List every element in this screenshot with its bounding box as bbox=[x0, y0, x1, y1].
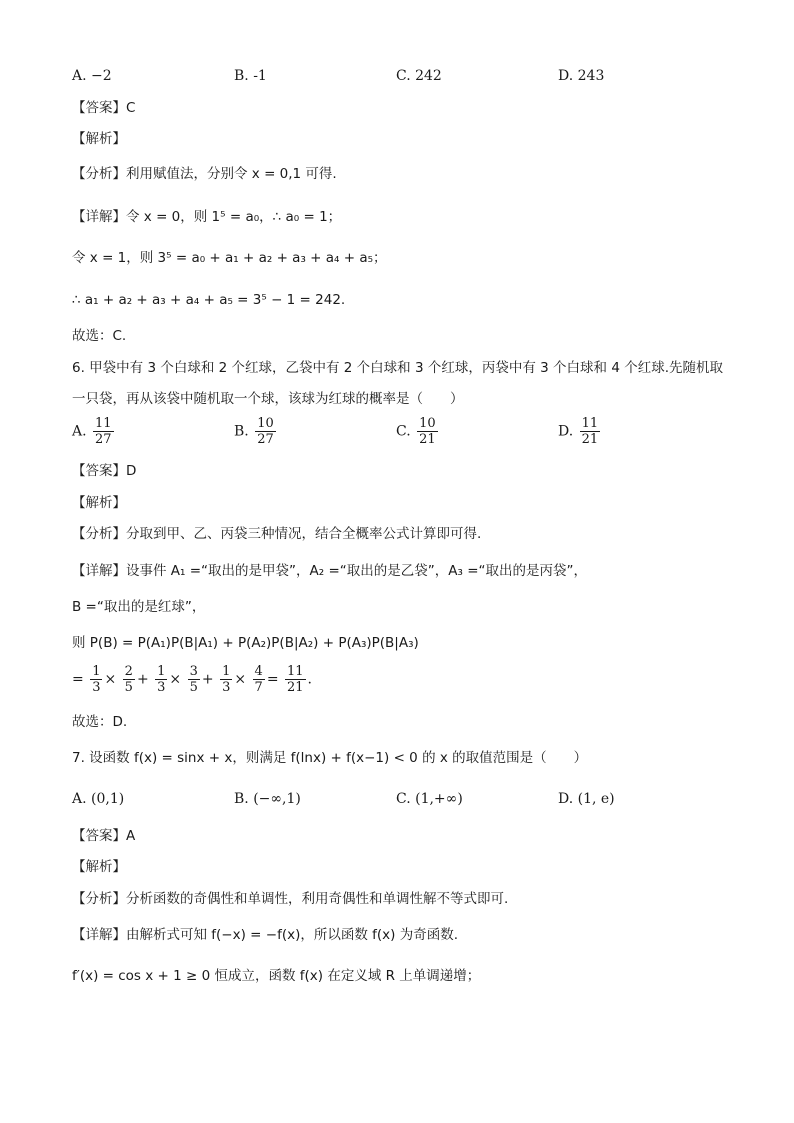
fraction: $\frac{1}{3}$ bbox=[222, 664, 231, 695]
detail-line: 【详解】令 x = 0，则 1⁵ = a₀，∴ a₀ = 1； bbox=[72, 209, 342, 225]
option-a: A. −2 bbox=[72, 68, 112, 84]
detail-line: 【详解】设事件 A₁ =“取出的是甲袋”，A₂ =“取出的是乙袋”，A₃ =“取出的是丙袋”， bbox=[72, 563, 588, 579]
option-a: A. (0,1) bbox=[72, 791, 125, 807]
analysis-heading: 【解析】 bbox=[72, 495, 126, 511]
fraction: $\frac{11}{27}$ bbox=[95, 416, 112, 447]
choice-line: 故选：C. bbox=[72, 328, 127, 344]
detail-line: 则 P(B) = P(A₁)P(B|A₁) + P(A₂)P(B|A₂) + P(A₃)P(B|A₃) bbox=[72, 635, 419, 651]
option-c: C. 242 bbox=[396, 68, 442, 84]
fraction: $\frac{11}{21}$ bbox=[287, 664, 304, 695]
option-b bbox=[234, 416, 278, 447]
option-label: C. bbox=[396, 423, 411, 440]
option-b: B. (−∞,1) bbox=[234, 791, 301, 807]
answer-label: 【答案】C bbox=[72, 100, 136, 116]
fraction: $\frac{11}{21}$ bbox=[581, 416, 599, 447]
option-label: A. bbox=[72, 423, 87, 440]
analysis-text: 【分析】分取到甲、乙、丙袋三种情况，结合全概率公式计算即可得. bbox=[72, 526, 482, 542]
detail-line: 令 x = 1，则 3⁵ = a₀ + a₁ + a₂ + a₃ + a₄ + a₅； bbox=[72, 250, 387, 266]
option-label: D. bbox=[558, 423, 574, 440]
detail-line: B =“取出的是红球”， bbox=[72, 599, 206, 615]
option-c bbox=[396, 416, 440, 447]
option-a bbox=[72, 416, 116, 447]
option-c: C. (1,+∞) bbox=[396, 791, 463, 807]
fraction: $\frac{1}{3}$ bbox=[157, 664, 166, 695]
calculation-line: = $\frac{1}{3}$ × $\frac{2}{5}$ + $\frac{1}{3}$ × $\frac{3}{5}$ + $\frac{1}{3}$ × $\frac{4}{7}$ = $\frac{11}{21}$ . bbox=[72, 664, 312, 695]
question-stem: 6. 甲袋中有 3 个白球和 2 个红球，乙袋中有 2 个白球和 3 个红球，丙袋中有 3 个白球和 4 个红球.先随机取 bbox=[72, 360, 723, 376]
option-d: D. 243 bbox=[558, 68, 605, 84]
question-stem: 7. 设函数 f(x) = sinx + x，则满足 f(lnx) + f(x−1) < 0 的 x 的取值范围是（ ） bbox=[72, 750, 588, 766]
analysis-text: 【分析】利用赋值法，分别令 x = 0,1 可得. bbox=[72, 166, 337, 182]
fraction: $\frac{2}{5}$ bbox=[124, 664, 133, 695]
answer-label: 【答案】A bbox=[72, 828, 136, 844]
option-label: B. bbox=[234, 423, 249, 440]
detail-line: ∴ a₁ + a₂ + a₃ + a₄ + a₅ = 3⁵ − 1 = 242. bbox=[72, 292, 346, 308]
option-b: B. -1 bbox=[234, 68, 267, 84]
fraction: $\frac{3}{5}$ bbox=[189, 664, 198, 695]
fraction: $\frac{10}{21}$ bbox=[419, 416, 436, 447]
detail-line: f′(x) = cos x + 1 ≥ 0 恒成立，函数 f(x) 在定义域 R 上单调递增； bbox=[72, 968, 481, 984]
fraction: $\frac{1}{3}$ bbox=[92, 664, 101, 695]
question-stem: 一只袋，再从该袋中随机取一个球，该球为红球的概率是（ ） bbox=[72, 391, 464, 407]
fraction: $\frac{10}{27}$ bbox=[257, 416, 274, 447]
choice-line: 故选：D. bbox=[72, 714, 128, 730]
detail-line: 【详解】由解析式可知 f(−x) = −f(x)，所以函数 f(x) 为奇函数. bbox=[72, 927, 459, 943]
fraction: $\frac{4}{7}$ bbox=[254, 664, 263, 695]
analysis-heading: 【解析】 bbox=[72, 131, 126, 147]
option-d: D. (1, e) bbox=[558, 791, 615, 807]
analysis-heading: 【解析】 bbox=[72, 859, 126, 875]
analysis-text: 【分析】分析函数的奇偶性和单调性，利用奇偶性和单调性解不等式即可. bbox=[72, 891, 509, 907]
option-d bbox=[558, 416, 602, 447]
answer-label: 【答案】D bbox=[72, 463, 137, 479]
